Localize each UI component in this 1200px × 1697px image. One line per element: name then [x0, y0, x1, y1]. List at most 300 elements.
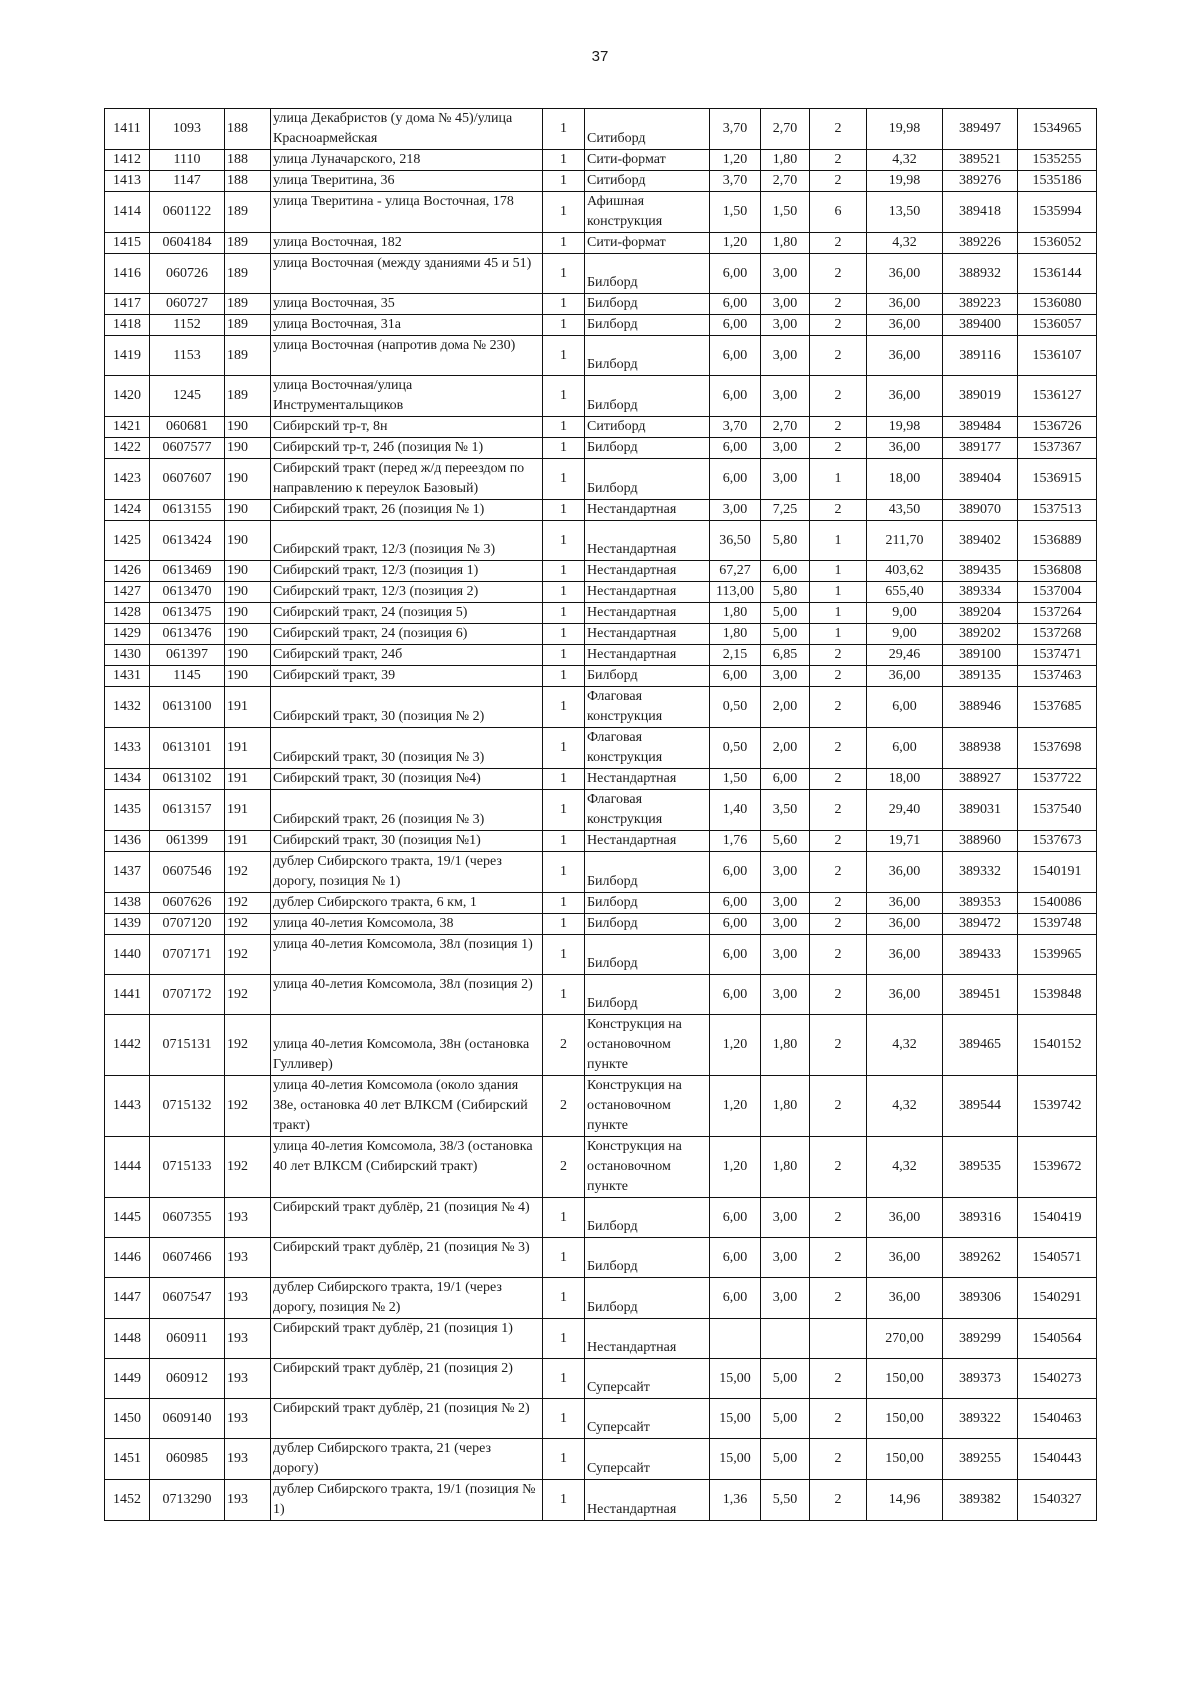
- coord-x-cell: 388932: [943, 254, 1018, 294]
- table-row: [105, 171, 1097, 192]
- width-cell: 0,50: [710, 728, 761, 769]
- area-cell: 4,32: [867, 1137, 943, 1198]
- table-row: [105, 315, 1097, 336]
- row-number-cell: 1423: [105, 459, 150, 500]
- count-cell: 1: [543, 438, 585, 459]
- height-cell: 5,00: [761, 603, 810, 624]
- sides-cell: 2: [810, 438, 867, 459]
- coord-y-cell: 1537463: [1018, 666, 1097, 687]
- width-cell: 3,70: [710, 109, 761, 150]
- zone-cell: 192: [225, 1015, 271, 1076]
- construction-type-cell: Билборд: [585, 914, 710, 935]
- object-code-cell: 0707172: [150, 975, 225, 1015]
- construction-type-cell: Нестандартная: [585, 831, 710, 852]
- count-cell: 1: [543, 790, 585, 831]
- zone-cell: 190: [225, 459, 271, 500]
- coord-x-cell: 389276: [943, 171, 1018, 192]
- address-cell: Сибирский тракт, 30 (позиция № 2): [271, 687, 543, 728]
- object-code-cell: 0613475: [150, 603, 225, 624]
- object-code-cell: 0713290: [150, 1480, 225, 1521]
- count-cell: 1: [543, 582, 585, 603]
- construction-type-cell: Билборд: [585, 852, 710, 893]
- count-cell: 1: [543, 852, 585, 893]
- coord-y-cell: 1537540: [1018, 790, 1097, 831]
- address-cell: улица 40-летия Комсомола, 38л (позиция 2): [271, 975, 543, 1015]
- coord-y-cell: 1540291: [1018, 1278, 1097, 1319]
- zone-cell: 189: [225, 192, 271, 233]
- construction-type-cell: Билборд: [585, 438, 710, 459]
- height-cell: 3,00: [761, 376, 810, 417]
- area-cell: 211,70: [867, 521, 943, 561]
- area-cell: 36,00: [867, 666, 943, 687]
- coord-x-cell: 389451: [943, 975, 1018, 1015]
- count-cell: 1: [543, 975, 585, 1015]
- width-cell: 1,20: [710, 233, 761, 254]
- coord-x-cell: 389535: [943, 1137, 1018, 1198]
- width-cell: 6,00: [710, 254, 761, 294]
- table-row: [105, 603, 1097, 624]
- width-cell: 2,15: [710, 645, 761, 666]
- width-cell: 6,00: [710, 438, 761, 459]
- object-code-cell: 0715132: [150, 1076, 225, 1137]
- count-cell: 1: [543, 1278, 585, 1319]
- address-cell: Сибирский тракт, 30 (позиция № 3): [271, 728, 543, 769]
- sides-cell: 2: [810, 1439, 867, 1480]
- construction-type-cell: Афишная конструкция: [585, 192, 710, 233]
- address-cell: улица 40-летия Комсомола, 38л (позиция 1): [271, 935, 543, 975]
- construction-type-cell: Нестандартная: [585, 769, 710, 790]
- address-cell: дублер Сибирского тракта, 19/1 (через дорогу, позиция № 2): [271, 1278, 543, 1319]
- height-cell: 6,85: [761, 645, 810, 666]
- table-row: [105, 1137, 1097, 1198]
- zone-cell: 188: [225, 171, 271, 192]
- object-code-cell: 0607547: [150, 1278, 225, 1319]
- count-cell: 1: [543, 171, 585, 192]
- construction-type-cell: Билборд: [585, 975, 710, 1015]
- table-row: [105, 192, 1097, 233]
- coord-y-cell: 1540419: [1018, 1198, 1097, 1238]
- table-row: [105, 1480, 1097, 1521]
- sides-cell: 2: [810, 233, 867, 254]
- height-cell: 3,00: [761, 852, 810, 893]
- height-cell: 6,00: [761, 769, 810, 790]
- area-cell: 36,00: [867, 893, 943, 914]
- area-cell: 36,00: [867, 315, 943, 336]
- area-cell: 150,00: [867, 1399, 943, 1439]
- zone-cell: 191: [225, 790, 271, 831]
- coord-x-cell: 389322: [943, 1399, 1018, 1439]
- zone-cell: 193: [225, 1480, 271, 1521]
- area-cell: 36,00: [867, 1238, 943, 1278]
- sides-cell: 2: [810, 1015, 867, 1076]
- zone-cell: 190: [225, 666, 271, 687]
- width-cell: 6,00: [710, 1278, 761, 1319]
- area-cell: 270,00: [867, 1319, 943, 1359]
- area-cell: 14,96: [867, 1480, 943, 1521]
- row-number-cell: 1444: [105, 1137, 150, 1198]
- coord-y-cell: 1539848: [1018, 975, 1097, 1015]
- sides-cell: 1: [810, 603, 867, 624]
- address-cell: дублер Сибирского тракта, 19/1 (позиция № 1): [271, 1480, 543, 1521]
- object-code-cell: 0604184: [150, 233, 225, 254]
- area-cell: 150,00: [867, 1359, 943, 1399]
- address-cell: улица Луначарского, 218: [271, 150, 543, 171]
- address-cell: улица Декабристов (у дома № 45)/улица Красноармейская: [271, 109, 543, 150]
- sides-cell: 2: [810, 336, 867, 376]
- zone-cell: 192: [225, 893, 271, 914]
- object-code-cell: 1145: [150, 666, 225, 687]
- zone-cell: 192: [225, 852, 271, 893]
- count-cell: 1: [543, 831, 585, 852]
- width-cell: 6,00: [710, 666, 761, 687]
- height-cell: 2,00: [761, 728, 810, 769]
- construction-type-cell: Нестандартная: [585, 521, 710, 561]
- coord-x-cell: 389019: [943, 376, 1018, 417]
- coord-x-cell: 388938: [943, 728, 1018, 769]
- height-cell: 3,00: [761, 459, 810, 500]
- construction-type-cell: Нестандартная: [585, 603, 710, 624]
- count-cell: 1: [543, 315, 585, 336]
- width-cell: 0,50: [710, 687, 761, 728]
- count-cell: 1: [543, 1238, 585, 1278]
- width-cell: 1,40: [710, 790, 761, 831]
- construction-type-cell: Флаговая конструкция: [585, 687, 710, 728]
- row-number-cell: 1447: [105, 1278, 150, 1319]
- construction-type-cell: Нестандартная: [585, 582, 710, 603]
- count-cell: 2: [543, 1015, 585, 1076]
- row-number-cell: 1425: [105, 521, 150, 561]
- zone-cell: 193: [225, 1278, 271, 1319]
- object-code-cell: 060726: [150, 254, 225, 294]
- zone-cell: 189: [225, 294, 271, 315]
- height-cell: 3,00: [761, 254, 810, 294]
- row-number-cell: 1427: [105, 582, 150, 603]
- height-cell: 5,00: [761, 1439, 810, 1480]
- table-row: [105, 376, 1097, 417]
- coord-y-cell: 1540463: [1018, 1399, 1097, 1439]
- coord-x-cell: 389202: [943, 624, 1018, 645]
- sides-cell: 2: [810, 1137, 867, 1198]
- address-cell: Сибирский тракт, 24 (позиция 6): [271, 624, 543, 645]
- area-cell: 18,00: [867, 769, 943, 790]
- width-cell: 3,70: [710, 171, 761, 192]
- table-row: [105, 561, 1097, 582]
- height-cell: 3,00: [761, 438, 810, 459]
- construction-type-cell: Билборд: [585, 336, 710, 376]
- sides-cell: 2: [810, 769, 867, 790]
- sides-cell: 2: [810, 1198, 867, 1238]
- count-cell: 2: [543, 1076, 585, 1137]
- width-cell: 36,50: [710, 521, 761, 561]
- row-number-cell: 1443: [105, 1076, 150, 1137]
- zone-cell: 190: [225, 582, 271, 603]
- address-cell: Сибирский тракт, 24 (позиция 5): [271, 603, 543, 624]
- width-cell: 6,00: [710, 336, 761, 376]
- sides-cell: 2: [810, 150, 867, 171]
- width-cell: 1,76: [710, 831, 761, 852]
- object-code-cell: 0613157: [150, 790, 225, 831]
- sides-cell: 1: [810, 624, 867, 645]
- object-code-cell: 1153: [150, 336, 225, 376]
- height-cell: 3,00: [761, 975, 810, 1015]
- coord-x-cell: 389382: [943, 1480, 1018, 1521]
- zone-cell: 190: [225, 561, 271, 582]
- table-row: [105, 1238, 1097, 1278]
- object-code-cell: 0613155: [150, 500, 225, 521]
- width-cell: 15,00: [710, 1399, 761, 1439]
- address-cell: улица 40-летия Комсомола, 38н (остановка Гулливер): [271, 1015, 543, 1076]
- count-cell: 1: [543, 109, 585, 150]
- sides-cell: 2: [810, 171, 867, 192]
- address-cell: улица Восточная, 31а: [271, 315, 543, 336]
- sides-cell: 2: [810, 975, 867, 1015]
- height-cell: 3,00: [761, 1278, 810, 1319]
- sides-cell: 2: [810, 852, 867, 893]
- construction-type-cell: Билборд: [585, 1238, 710, 1278]
- height-cell: 3,00: [761, 315, 810, 336]
- object-code-cell: 0613102: [150, 769, 225, 790]
- sides-cell: 2: [810, 1278, 867, 1319]
- table-row: [105, 150, 1097, 171]
- table-row: [105, 1198, 1097, 1238]
- height-cell: 2,70: [761, 417, 810, 438]
- table-row: [105, 1015, 1097, 1076]
- object-code-cell: 0715133: [150, 1137, 225, 1198]
- coord-x-cell: 389177: [943, 438, 1018, 459]
- zone-cell: 189: [225, 315, 271, 336]
- address-cell: улица Восточная (напротив дома № 230): [271, 336, 543, 376]
- construction-type-cell: Билборд: [585, 315, 710, 336]
- object-code-cell: 0613424: [150, 521, 225, 561]
- sides-cell: 2: [810, 315, 867, 336]
- address-cell: Сибирский тракт, 30 (позиция №4): [271, 769, 543, 790]
- coord-x-cell: 389299: [943, 1319, 1018, 1359]
- coord-x-cell: 389031: [943, 790, 1018, 831]
- object-code-cell: 0613101: [150, 728, 225, 769]
- address-cell: улица 40-летия Комсомола (около здания 38е, остановка 40 лет ВЛКСМ (Сибирский тракт): [271, 1076, 543, 1137]
- area-cell: 36,00: [867, 294, 943, 315]
- row-number-cell: 1420: [105, 376, 150, 417]
- row-number-cell: 1445: [105, 1198, 150, 1238]
- sides-cell: 2: [810, 1238, 867, 1278]
- sides-cell: 2: [810, 1359, 867, 1399]
- zone-cell: 190: [225, 645, 271, 666]
- count-cell: 1: [543, 233, 585, 254]
- construction-type-cell: Нестандартная: [585, 1480, 710, 1521]
- registry-body: [105, 109, 1097, 1521]
- height-cell: 5,60: [761, 831, 810, 852]
- sides-cell: 2: [810, 1399, 867, 1439]
- coord-y-cell: 1536889: [1018, 521, 1097, 561]
- coord-x-cell: 389135: [943, 666, 1018, 687]
- sides-cell: 2: [810, 417, 867, 438]
- coord-y-cell: 1537264: [1018, 603, 1097, 624]
- count-cell: 2: [543, 1137, 585, 1198]
- sides-cell: 2: [810, 645, 867, 666]
- construction-type-cell: Суперсайт: [585, 1439, 710, 1480]
- zone-cell: 188: [225, 109, 271, 150]
- row-number-cell: 1414: [105, 192, 150, 233]
- area-cell: 29,40: [867, 790, 943, 831]
- coord-y-cell: 1540086: [1018, 893, 1097, 914]
- construction-type-cell: Нестандартная: [585, 1319, 710, 1359]
- width-cell: 1,80: [710, 603, 761, 624]
- sides-cell: 1: [810, 521, 867, 561]
- object-code-cell: 0607355: [150, 1198, 225, 1238]
- area-cell: 4,32: [867, 150, 943, 171]
- coord-x-cell: 389400: [943, 315, 1018, 336]
- coord-y-cell: 1536915: [1018, 459, 1097, 500]
- zone-cell: 190: [225, 521, 271, 561]
- count-cell: 1: [543, 1198, 585, 1238]
- construction-type-cell: Ситиборд: [585, 417, 710, 438]
- area-cell: 36,00: [867, 935, 943, 975]
- table-row: [105, 254, 1097, 294]
- table-row: [105, 728, 1097, 769]
- construction-type-cell: Билборд: [585, 254, 710, 294]
- construction-type-cell: Нестандартная: [585, 500, 710, 521]
- table-row: [105, 233, 1097, 254]
- height-cell: 5,00: [761, 1399, 810, 1439]
- construction-type-cell: Нестандартная: [585, 624, 710, 645]
- coord-y-cell: 1535255: [1018, 150, 1097, 171]
- object-code-cell: 0707171: [150, 935, 225, 975]
- row-number-cell: 1448: [105, 1319, 150, 1359]
- object-code-cell: 060911: [150, 1319, 225, 1359]
- sides-cell: 2: [810, 109, 867, 150]
- coord-x-cell: 389435: [943, 561, 1018, 582]
- coord-y-cell: 1540443: [1018, 1439, 1097, 1480]
- row-number-cell: 1428: [105, 603, 150, 624]
- row-number-cell: 1441: [105, 975, 150, 1015]
- construction-type-cell: Сити-формат: [585, 233, 710, 254]
- count-cell: 1: [543, 624, 585, 645]
- coord-y-cell: 1537685: [1018, 687, 1097, 728]
- object-code-cell: 060681: [150, 417, 225, 438]
- row-number-cell: 1449: [105, 1359, 150, 1399]
- coord-x-cell: 389262: [943, 1238, 1018, 1278]
- height-cell: 1,80: [761, 233, 810, 254]
- table-row: [105, 666, 1097, 687]
- object-code-cell: 1152: [150, 315, 225, 336]
- width-cell: 6,00: [710, 852, 761, 893]
- table-row: [105, 1439, 1097, 1480]
- address-cell: улица Восточная, 182: [271, 233, 543, 254]
- table-row: [105, 831, 1097, 852]
- row-number-cell: 1429: [105, 624, 150, 645]
- coord-x-cell: 388946: [943, 687, 1018, 728]
- coord-x-cell: 389465: [943, 1015, 1018, 1076]
- object-code-cell: 060912: [150, 1359, 225, 1399]
- table-row: [105, 790, 1097, 831]
- height-cell: 3,00: [761, 893, 810, 914]
- construction-type-cell: Билборд: [585, 893, 710, 914]
- table-row: [105, 459, 1097, 500]
- count-cell: 1: [543, 1359, 585, 1399]
- coord-y-cell: 1536808: [1018, 561, 1097, 582]
- height-cell: 5,80: [761, 582, 810, 603]
- width-cell: 3,00: [710, 500, 761, 521]
- coord-y-cell: 1536107: [1018, 336, 1097, 376]
- row-number-cell: 1438: [105, 893, 150, 914]
- count-cell: 1: [543, 603, 585, 624]
- width-cell: 6,00: [710, 294, 761, 315]
- construction-type-cell: Билборд: [585, 459, 710, 500]
- height-cell: 3,00: [761, 1198, 810, 1238]
- area-cell: 655,40: [867, 582, 943, 603]
- area-cell: 4,32: [867, 1076, 943, 1137]
- coord-x-cell: 389373: [943, 1359, 1018, 1399]
- width-cell: 1,20: [710, 1076, 761, 1137]
- area-cell: 36,00: [867, 336, 943, 376]
- zone-cell: 190: [225, 624, 271, 645]
- count-cell: 1: [543, 728, 585, 769]
- table-row: [105, 417, 1097, 438]
- row-number-cell: 1422: [105, 438, 150, 459]
- width-cell: 6,00: [710, 975, 761, 1015]
- height-cell: 5,80: [761, 521, 810, 561]
- table-row: [105, 1359, 1097, 1399]
- table-row: [105, 1278, 1097, 1319]
- height-cell: 2,70: [761, 109, 810, 150]
- area-cell: 36,00: [867, 254, 943, 294]
- width-cell: [710, 1319, 761, 1359]
- zone-cell: 193: [225, 1319, 271, 1359]
- area-cell: 6,00: [867, 728, 943, 769]
- address-cell: дублер Сибирского тракта, 6 км, 1: [271, 893, 543, 914]
- construction-type-cell: Нестандартная: [585, 561, 710, 582]
- table-row: [105, 1319, 1097, 1359]
- zone-cell: 189: [225, 254, 271, 294]
- address-cell: дублер Сибирского тракта, 19/1 (через дорогу, позиция № 1): [271, 852, 543, 893]
- construction-type-cell: Конструкция на остановочном пункте: [585, 1137, 710, 1198]
- address-cell: улица Восточная/улица Инструментальщиков: [271, 376, 543, 417]
- row-number-cell: 1430: [105, 645, 150, 666]
- object-code-cell: 0607466: [150, 1238, 225, 1278]
- count-cell: 1: [543, 687, 585, 728]
- count-cell: 1: [543, 1480, 585, 1521]
- address-cell: Сибирский тракт дублёр, 21 (позиция 1): [271, 1319, 543, 1359]
- sides-cell: 2: [810, 935, 867, 975]
- sides-cell: 2: [810, 1076, 867, 1137]
- construction-type-cell: Конструкция на остановочном пункте: [585, 1015, 710, 1076]
- row-number-cell: 1413: [105, 171, 150, 192]
- row-number-cell: 1415: [105, 233, 150, 254]
- height-cell: 2,70: [761, 171, 810, 192]
- coord-y-cell: 1536057: [1018, 315, 1097, 336]
- object-code-cell: 0607546: [150, 852, 225, 893]
- sides-cell: 2: [810, 893, 867, 914]
- zone-cell: 189: [225, 336, 271, 376]
- row-number-cell: 1433: [105, 728, 150, 769]
- sides-cell: 2: [810, 254, 867, 294]
- zone-cell: 192: [225, 935, 271, 975]
- row-number-cell: 1434: [105, 769, 150, 790]
- count-cell: 1: [543, 417, 585, 438]
- sides-cell: 6: [810, 192, 867, 233]
- object-code-cell: 0613469: [150, 561, 225, 582]
- table-row: [105, 914, 1097, 935]
- table-row: [105, 582, 1097, 603]
- object-code-cell: 0601122: [150, 192, 225, 233]
- address-cell: улица Тверитина - улица Восточная, 178: [271, 192, 543, 233]
- count-cell: 1: [543, 935, 585, 975]
- area-cell: 43,50: [867, 500, 943, 521]
- sides-cell: 1: [810, 582, 867, 603]
- coord-y-cell: 1537698: [1018, 728, 1097, 769]
- coord-x-cell: 389402: [943, 521, 1018, 561]
- sides-cell: 1: [810, 561, 867, 582]
